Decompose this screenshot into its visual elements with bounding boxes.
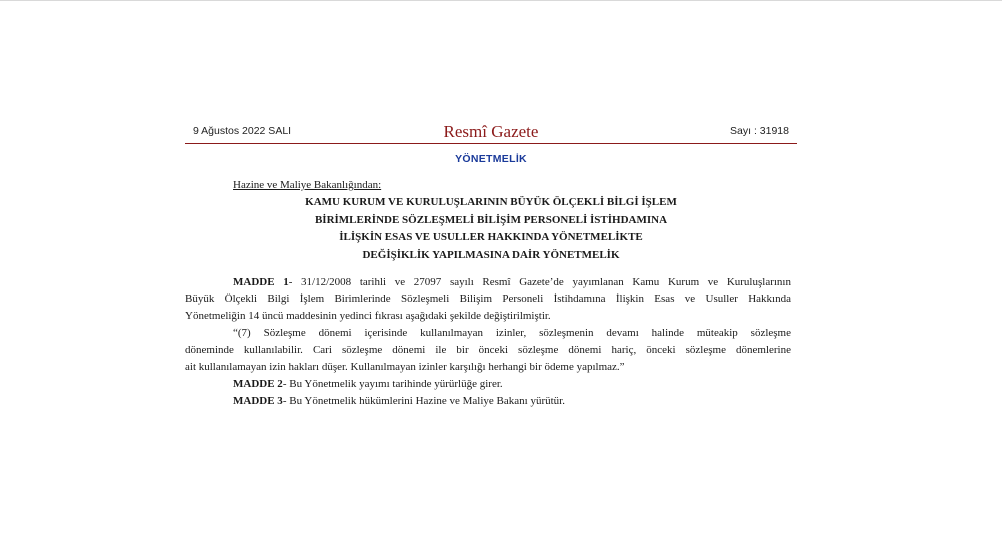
gazette-title: Resmî Gazete	[443, 122, 539, 141]
gazette-header	[185, 122, 797, 142]
article-1	[185, 274, 791, 325]
article-3	[185, 393, 791, 410]
header-issue-number: Sayı : 31918	[730, 125, 789, 137]
article-1-label: MADDE 1	[233, 276, 289, 288]
article-2	[185, 376, 791, 393]
quote-line: “(7) Sözleşme dönemi içerisinde kullanılmayan izinler, sözleşmenin devamı halinde müteakip sözleşme	[233, 327, 791, 339]
quote-line: döneminde kullanılabilir. Cari sözleşme dönemi ile bir önceki sözleşme dönemi hariç, önceki sözleşme dönemlerine	[185, 344, 791, 356]
issuing-ministry: Hazine ve Maliye Bakanlığından:	[233, 179, 382, 191]
article-1-line: Büyük Ölçekli Bilgi İşlem Birimlerinde Sözleşmeli Bilişim Personeli İstihdamına İlişkin Esas ve Usuller Hakkında	[185, 293, 791, 305]
top-divider	[0, 0, 1002, 1]
article-2-text: - Bu Yönetmelik yayımı tarihinde yürürlüğe girer.	[282, 378, 503, 390]
article-2-label: MADDE 2	[233, 378, 283, 390]
article-1-line: Yönetmeliğin 14 üncü maddesinin yedinci fıkrası aşağıdaki şekilde değiştirilmiştir.	[185, 310, 551, 322]
article-1-line	[185, 274, 791, 291]
regulation-title-line: İLİŞKİN ESAS VE USULLER HAKKINDA YÖNETMELİKTE	[339, 231, 643, 243]
regulation-title-line: DEĞİŞİKLİK YAPILMASINA DAİR YÖNETMELİK	[362, 248, 620, 261]
header-rule	[185, 143, 797, 144]
regulation-title-line: BİRİMLERİNDE SÖZLEŞMELİ BİLİŞİM PERSONELİ İSTİHDAMINA	[314, 213, 668, 226]
amended-paragraph-quote	[185, 325, 791, 376]
article-1-text: - 31/12/2008 tarihli ve 27097 sayılı Resmî Gazete’de yayımlanan Kamu Kurum ve Kuruluşlarının	[288, 276, 791, 288]
gazette-page	[185, 122, 797, 407]
section-heading: YÖNETMELİK	[455, 153, 527, 165]
quote-line: ait kullanılamayan izin hakları düşer. Kullanılmayan izinler karşılığı herhangi bir ödeme yapılmaz.”	[185, 361, 625, 373]
regulation-title-line: KAMU KURUM VE KURULUŞLARININ BÜYÜK ÖLÇEKLİ BİLGİ İŞLEM	[305, 196, 677, 208]
regulation-body	[185, 274, 791, 410]
article-3-text: - Bu Yönetmelik hükümlerini Hazine ve Maliye Bakanı yürütür.	[282, 395, 565, 407]
header-date: 9 Ağustos 2022 SALI	[193, 125, 292, 137]
regulation-title	[185, 194, 797, 264]
article-3-label: MADDE 3	[233, 395, 283, 407]
